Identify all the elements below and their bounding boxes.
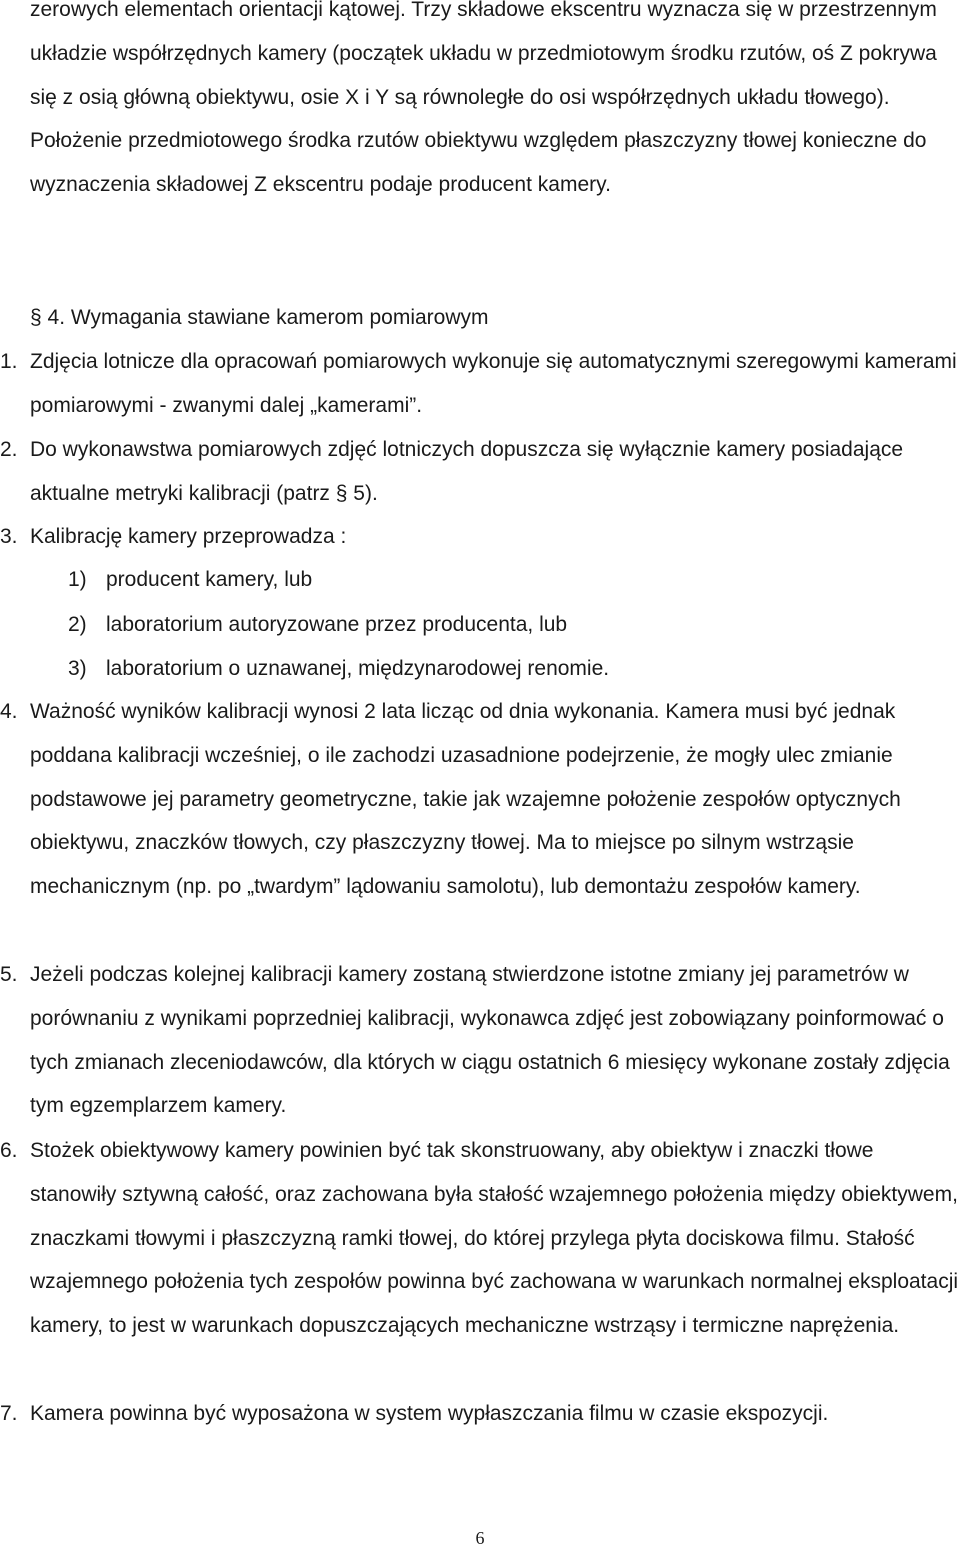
intro-paragraph: zerowych elementach orientacji kątowej. Trzy składowe ekscentru wyznacza się w przestrzennym układzie współrzędnych kamery (początek układu w przedmiotowym środku rzutów, oś Z pokrywa się z osią główną obiektywu, osie X i Y są równoległe do osi współrzędnych układu tłowego). Położenie przedmiotowego środka rzutów obiektywu względem płaszczyzny tłowej konieczne do wyznaczenia składowej Z ekscentru podaje producent kamery. — [30, 0, 937, 197]
section-title: 4. Wymagania stawiane kamerom pomiarowym — [47, 306, 489, 329]
sub-item-number: 2) — [68, 613, 87, 636]
item-text: Kamera powinna być wyposażona w system wypłaszczania filmu w czasie ekspozycji. — [30, 1402, 829, 1425]
sub-item-number: 1) — [68, 568, 87, 591]
section-heading — [30, 296, 489, 340]
section-symbol: § — [30, 306, 42, 329]
item-text: Jeżeli podczas kolejnej kalibracji kamery zostaną stwierdzone istotne zmiany jej parametrów w porównaniu z wynikami poprzedniej kalibracji, wykonawca zdjęć jest zobowiązany poinformować o tych zmianach zleceniodawców, dla których w ciągu ostatnich 6 miesięcy wykonane zostały zdjęcia tym egzemplarzem kamery. — [30, 963, 950, 1118]
sub-item-text: laboratorium autoryzowane przez producenta, lub — [106, 613, 568, 636]
sub-list-item — [68, 603, 567, 647]
sub-item-text: producent kamery, lub — [106, 568, 313, 591]
page-number: 6 — [475, 1528, 485, 1548]
item-number: 7. — [0, 1402, 18, 1425]
item-text: Zdjęcia lotnicze dla opracowań pomiarowych wykonuje się automatycznymi szeregowymi kamerami pomiarowymi - zwanymi dalej „kamerami”. — [30, 350, 957, 417]
item-number: 4. — [0, 700, 18, 723]
sub-list-item — [68, 558, 312, 602]
item-text: Stożek obiektywowy kamery powinien być tak skonstruowany, aby obiektyw i znaczki tłowe stanowiły sztywną całość, oraz zachowana była stałość wzajemnego położenia między obiektywem, znaczkami tłowymi i płaszczyzną ramki tłowej, do której przylega płyta dociskowa filmu. Stałość wzajemnego położenia tych zespołów powinna być zachowana w warunkach normalnej eksploatacji kamery, to jest w warunkach dopuszczających mechaniczne wstrząsy i termiczne naprężenia. — [30, 1139, 959, 1338]
item-number: 5. — [0, 963, 18, 986]
item-text: Ważność wyników kalibracji wynosi 2 lata licząc od dnia wykonania. Kamera musi być jednak poddana kalibracji wcześniej, o ile zachodzi uzasadnione podejrzenie, że mogły ulec zmianie podstawowe jej parametry geometryczne, takie jak wzajemne położenie zespołów optycznych obiektywu, znaczków tłowych, czy płaszczyzny tłowej. Ma to miejsce po silnym wstrząsie mechanicznym (np. po „twardym” lądowaniu samolotu), lub demontażu zespołów kamery. — [30, 700, 901, 899]
sub-item-text: laboratorium o uznawanej, międzynarodowej renomie. — [106, 657, 610, 680]
item-text: Do wykonawstwa pomiarowych zdjęć lotniczych dopuszcza się wyłącznie kamery posiadające aktualne metryki kalibracji (patrz § 5). — [30, 438, 904, 505]
item-number: 1. — [0, 350, 18, 373]
sub-list-item — [68, 647, 609, 691]
sub-item-number: 3) — [68, 657, 87, 680]
item-text: Kalibrację kamery przeprowadza : — [30, 525, 347, 548]
item-number: 3. — [0, 525, 18, 548]
item-number: 6. — [0, 1139, 18, 1162]
item-number: 2. — [0, 438, 18, 461]
